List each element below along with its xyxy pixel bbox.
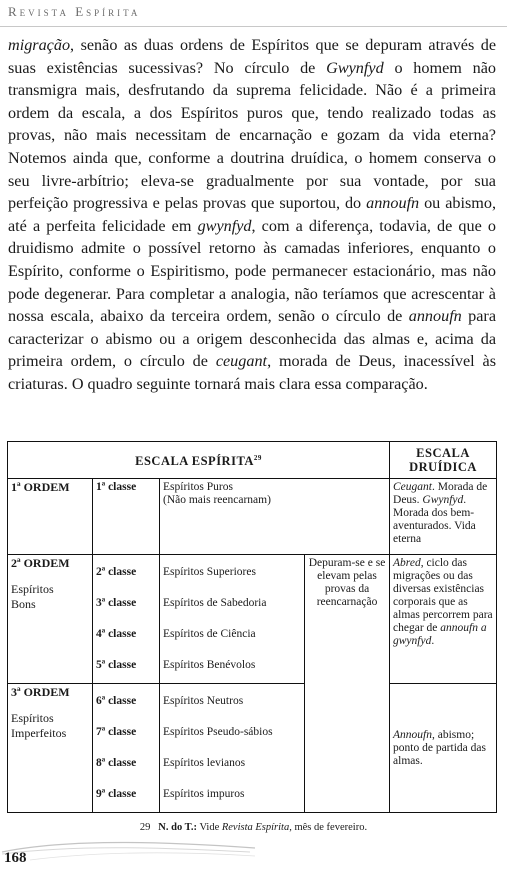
page-number: 168 bbox=[4, 850, 27, 866]
class-label: 4ª classe bbox=[96, 628, 137, 640]
running-header: Revista Espírita bbox=[8, 4, 141, 19]
order1-label: 1ª ORDEM bbox=[8, 479, 93, 555]
footnote: 29 N. do T.: Vide Revista Espírita, mês de fevereiro. bbox=[139, 822, 368, 833]
order3-classes bbox=[93, 684, 160, 813]
class-label: 7ª classe bbox=[96, 726, 137, 738]
spirit-type: Espíritos Pseudo-sábios bbox=[163, 726, 273, 738]
table-row-order2 bbox=[8, 555, 497, 684]
class-label: 6ª classe bbox=[96, 695, 137, 707]
table-row-order3 bbox=[8, 684, 497, 813]
class-label: 9ª classe bbox=[96, 788, 137, 800]
order2-druid: Abred, ciclo das migrações ou das diversas existências corporais que as almas percorrem para chegar de annoufn a gwynfyd. bbox=[390, 555, 497, 684]
comparison-table bbox=[7, 441, 497, 813]
header-rule bbox=[0, 26, 507, 27]
class-label: 2ª classe bbox=[96, 566, 137, 578]
spirit-type: Espíritos Neutros bbox=[163, 695, 244, 707]
order2-classes bbox=[93, 555, 160, 684]
spirit-type: Espíritos Superiores bbox=[163, 566, 256, 578]
order3-spirits bbox=[160, 684, 305, 813]
depur-note: Depuram-se e se elevam pelas provas da reencarnação bbox=[305, 555, 390, 813]
body-text bbox=[8, 34, 496, 396]
order3-druid: Annoufn, abismo; ponto de partida das almas. bbox=[390, 684, 497, 813]
order2-spirits bbox=[160, 555, 305, 684]
order1-spirits: Espíritos Puros (Não mais reencarnam) bbox=[160, 479, 390, 555]
spirit-type: Espíritos de Sabedoria bbox=[163, 597, 267, 609]
order1-druid: Ceugant. Morada de Deus. Gwynfyd. Morada dos bem-aventurados. Vida eterna bbox=[390, 479, 497, 555]
spirit-type: Espíritos de Ciência bbox=[163, 628, 256, 640]
spirit-type: Espíritos levianos bbox=[163, 757, 246, 769]
header-druid-scale: ESCALA DRUÍDICA bbox=[390, 442, 497, 479]
order1-class: 1ª classe bbox=[93, 479, 160, 555]
class-label: 5ª classe bbox=[96, 659, 137, 671]
order2-label: 2ª ORDEM Espíritos Bons bbox=[8, 555, 93, 684]
class-label: 3ª classe bbox=[96, 597, 137, 609]
table-row-order1 bbox=[8, 479, 497, 555]
table-header-row bbox=[8, 442, 497, 479]
page-swoosh-ornament bbox=[0, 836, 260, 866]
header-spirit-scale: ESCALA ESPÍRITA$^{29}$ bbox=[8, 442, 390, 479]
class-label: 8ª classe bbox=[96, 757, 137, 769]
spirit-type: Espíritos Benévolos bbox=[163, 659, 256, 671]
body-paragraph: migração, senão as duas ordens de Espíritos que se depuram através de suas existências sucessivas? No círculo de Gwynfyd o homem não transmigra mais, desfrutando da suprema felicidade. Não é a primeira ordem da escala, a dos Espíritos puros que, tendo realizado todas as provas, não mais necessitam de encarnação e gozam da vida eterna? Notemos ainda que, conforme a doutrina druídica, o homem conserva o seu livre-arbítrio; eleva-se gradualmente por sua vontade, por sua perfeição progressiva e pelas provas que suportou, do annoufn ou abismo, até a perfeita felicidade em gwynfyd, com a diferença, todavia, de que o druidismo admite o possível retorno às camadas inferiores, enquanto o Espírito, conforme o Espiritismo, pode permanecer estacionário, mas não pode degenerar. Para completar a analogia, não teríamos que acrescentar à nossa escala, abaixo da terceira ordem, senão o círculo de annoufn para caracterizar o abismo ou a origem desconhecida das almas e, acima da primeira ordem, o círculo de ceugant, morada de Deus, inacessível às criaturas. O quadro seguinte tornará mais clara essa comparação. bbox=[8, 36, 497, 393]
order3-label: 3ª ORDEM Espíritos Imperfeitos bbox=[8, 684, 93, 813]
spirit-type: Espíritos impuros bbox=[163, 788, 245, 800]
